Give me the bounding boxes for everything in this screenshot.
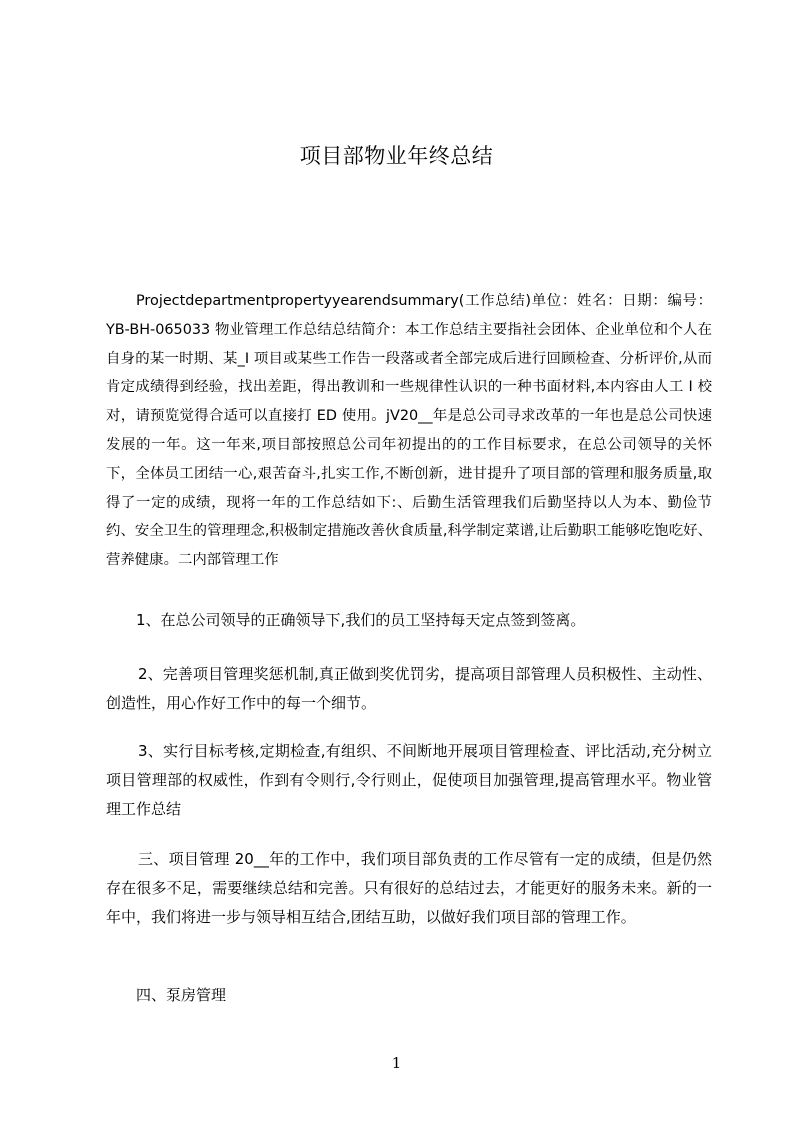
paragraph-item-2: 2、完善项目管理奖惩机制,真正做到奖优罚劣，提高项目部管理人员积极性、主动性、创造性，用心作好工作中的每一个细节。: [106, 665, 712, 712]
section-heading-pump-room: 四、泵房管理: [136, 986, 227, 1004]
paragraph-item-1: 1、在总公司领导的正确领导下,我们的员工坚持每天定点签到签离。: [136, 611, 586, 629]
paragraph-project-management: 三、项目管理 20__年的工作中，我们项目部负责的工作尽管有一定的成绩，但是仍然存在很多不足，需要继续总结和完善。只有很好的总结过去，才能更好的服务未来。新的一年中，我们将进一步与领导相互结合,团结互助，以做好我们项目部的管理工作。: [106, 850, 712, 926]
document-title: 项目部物业年终总结: [299, 144, 494, 168]
paragraph-intro: Projectdepartmentpropertyyearendsummary(工作总结)单位：姓名：日期：编号：YB-BH-065033 物业管理工作总结总结简介：本工作总结主要指社会团体、企业单位和个人在自身的某一时期、某_I 项目或某些工作告一段落或者全部完成后进行回顾检查、分析评价,从而肯定成绩得到经验，找出差距，得出教训和一些规律性认识的一种书面材料,本内容由人工 I 校对，请预览觉得合适可以直接打 ED 使用。jV20__年是总公司寻求改革的一年也是总公司快速发展的一年。这一年来,项目部按照总公司年初提出的的工作目标要求，在总公司领导的关怀下，全体员工团结一心,艰苦奋斗,扎实工作,不断创新，进甘提升了项目部的管理和服务质量,取得了一定的成绩，现将一年的工作总结如下:、后勤生活管理我们后勤坚持以人为本、勤俭节约、安全卫生的管理理念,积极制定措施改善伙食质量,科学制定菜谱,让后勤职工能够吃饱吃好、营养健康。二内部管理工作: [106, 293, 712, 569]
page-number: 1: [391, 1054, 402, 1072]
paragraph-item-3: 3、实行目标考核,定期检查,有组织、不间断地开展项目管理检查、评比活动,充分树立项目管理部的权威性，作到有令则行,令行则止，促使项目加强管理,提高管理水平。物业管理工作总结: [106, 742, 712, 818]
